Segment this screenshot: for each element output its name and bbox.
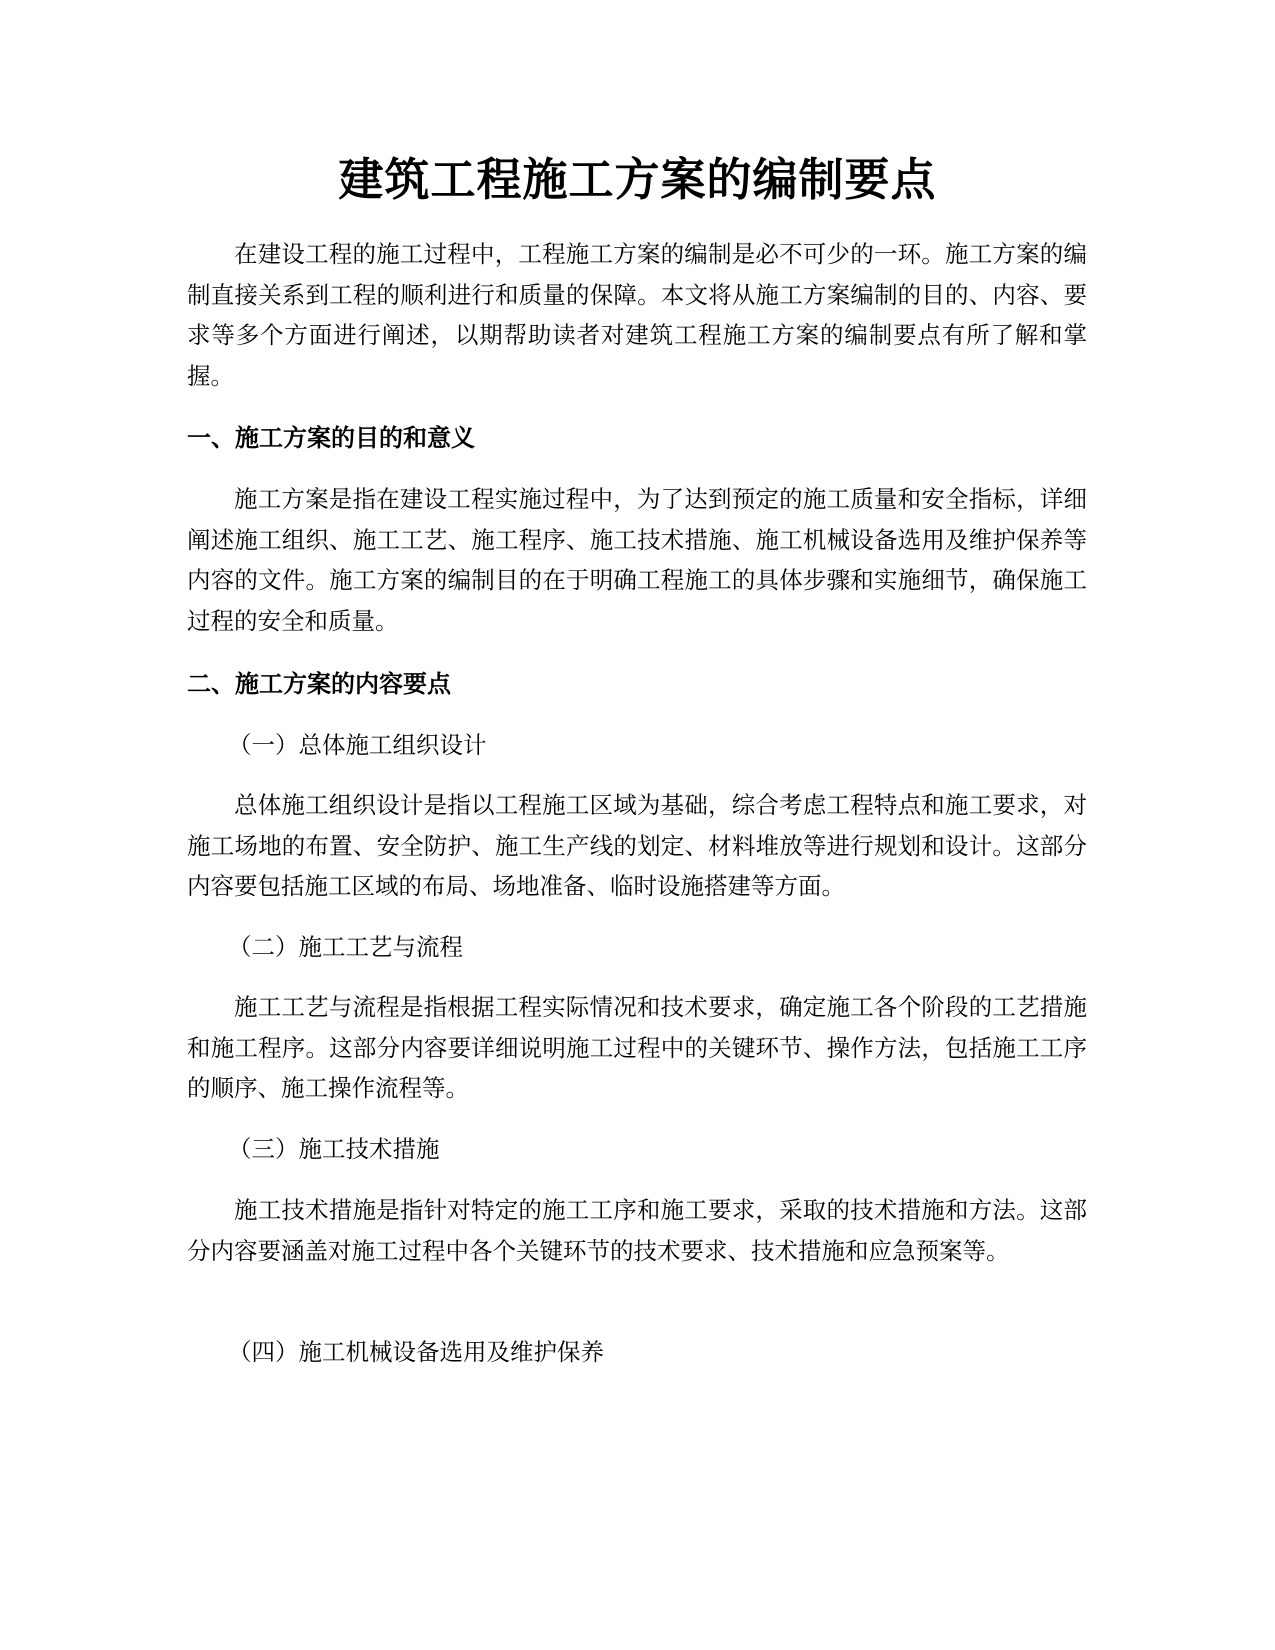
- subsection-1-heading: （一）总体施工组织设计: [228, 731, 487, 759]
- section-2-heading: 二、施工方案的内容要点: [187, 670, 451, 698]
- subsection-1-paragraph: 总体施工组织设计是指以工程施工区域为基础，综合考虑工程特点和施工要求，对施工场地的布置、安全防护、施工生产线的划定、材料堆放等进行规划和设计。这部分内容要包括施工区域的布局、场地准备、临时设施搭建等方面。: [187, 791, 1087, 900]
- section-1-paragraph: 施工方案是指在建设工程实施过程中，为了达到预定的施工质量和安全指标，详细阐述施工组织、施工工艺、施工程序、施工技术措施、施工机械设备选用及维护保养等内容的文件。施工方案的编制目的在于明确工程施工的具体步骤和实施细节，确保施工过程的安全和质量。: [187, 485, 1087, 635]
- intro-paragraph: 在建设工程的施工过程中，工程施工方案的编制是必不可少的一环。施工方案的编制直接关系到工程的顺利进行和质量的保障。本文将从施工方案编制的目的、内容、要求等多个方面进行阐述，以期帮助读者对建筑工程施工方案的编制要点有所了解和掌握。: [187, 240, 1087, 390]
- document-title: 建筑工程施工方案的编制要点: [338, 153, 937, 206]
- subsection-3-heading: （三）施工技术措施: [228, 1135, 440, 1163]
- subsection-3-paragraph: 施工技术措施是指针对特定的施工工序和施工要求，采取的技术措施和方法。这部分内容要涵盖对施工过程中各个关键环节的技术要求、技术措施和应急预案等。: [187, 1196, 1087, 1265]
- subsection-4-heading: （四）施工机械设备选用及维护保养: [228, 1338, 604, 1366]
- subsection-2-paragraph: 施工工艺与流程是指根据工程实际情况和技术要求，确定施工各个阶段的工艺措施和施工程序。这部分内容要详细说明施工过程中的关键环节、操作方法，包括施工工序的顺序、施工操作流程等。: [187, 993, 1087, 1102]
- subsection-2-heading: （二）施工工艺与流程: [228, 933, 463, 961]
- section-1-heading: 一、施工方案的目的和意义: [187, 424, 475, 452]
